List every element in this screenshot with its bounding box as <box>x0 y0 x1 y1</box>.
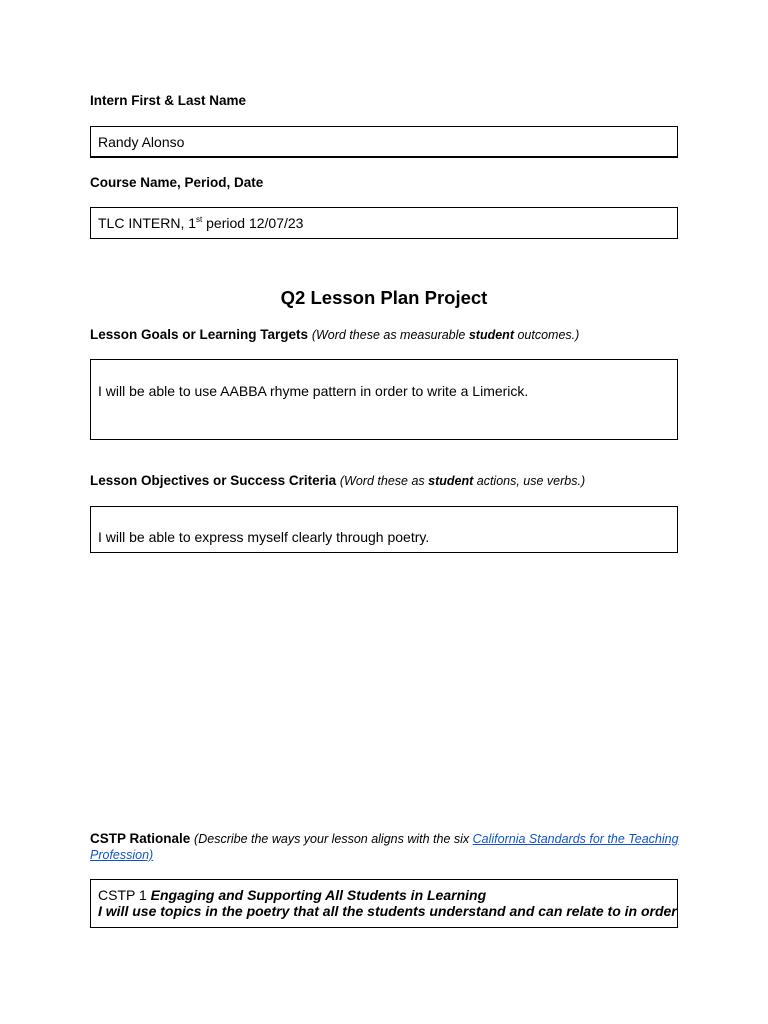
objectives-hint-pre: (Word these as <box>339 474 429 488</box>
goals-label-text: Lesson Goals or Learning Targets <box>90 327 309 342</box>
goals-hint-pre: (Word these as measurable <box>311 328 469 342</box>
objectives-field[interactable] <box>90 506 678 553</box>
objectives-label-text: Lesson Objectives or Success Criteria <box>90 473 337 488</box>
objectives-hint <box>340 474 585 488</box>
course-value-prefix: TLC INTERN, 1 <box>98 215 197 231</box>
objectives-hint-bold: student <box>428 474 474 488</box>
cstp-standards-link[interactable]: California Standards for the Teaching Profession) <box>90 832 679 862</box>
cstp-label-text: CSTP Rationale <box>90 831 191 846</box>
goals-value: I will be able to use AABBA rhyme pattern in order to write a Limerick. <box>98 383 529 399</box>
goals-field[interactable] <box>90 359 678 440</box>
page-title: Q2 Lesson Plan Project <box>280 287 488 308</box>
goals-hint-bold: student <box>468 328 514 342</box>
course-label: Course Name, Period, Date <box>90 175 264 190</box>
objectives-label <box>90 473 585 488</box>
course-field[interactable] <box>90 207 678 239</box>
course-value-sup: st <box>196 215 203 224</box>
objectives-hint-post: actions, use verbs.) <box>473 474 586 488</box>
objectives-value: I will be able to express myself clearly through poetry. <box>98 529 430 545</box>
intern-name-label: Intern First & Last Name <box>90 93 247 108</box>
cstp-item-prefix: CSTP 1 <box>98 887 151 903</box>
cstp-field[interactable] <box>90 879 678 928</box>
goals-hint-post: outcomes.) <box>513 328 580 342</box>
cstp-item-title: Engaging and Supporting All Students in Learning <box>150 887 487 903</box>
course-value-suffix: period 12/07/23 <box>202 215 304 231</box>
intern-name-field[interactable] <box>90 126 678 158</box>
intern-name-value: Randy Alonso <box>98 134 185 150</box>
goals-label <box>90 327 579 342</box>
cstp-item-heading <box>98 887 677 903</box>
cstp-item-text: I will use topics in the poetry that all the students understand and can relate to in order <box>98 903 677 919</box>
cstp-label <box>90 831 690 863</box>
goals-hint <box>312 328 579 342</box>
cstp-hint: (Describe the ways your lesson aligns with the six <box>194 832 473 846</box>
